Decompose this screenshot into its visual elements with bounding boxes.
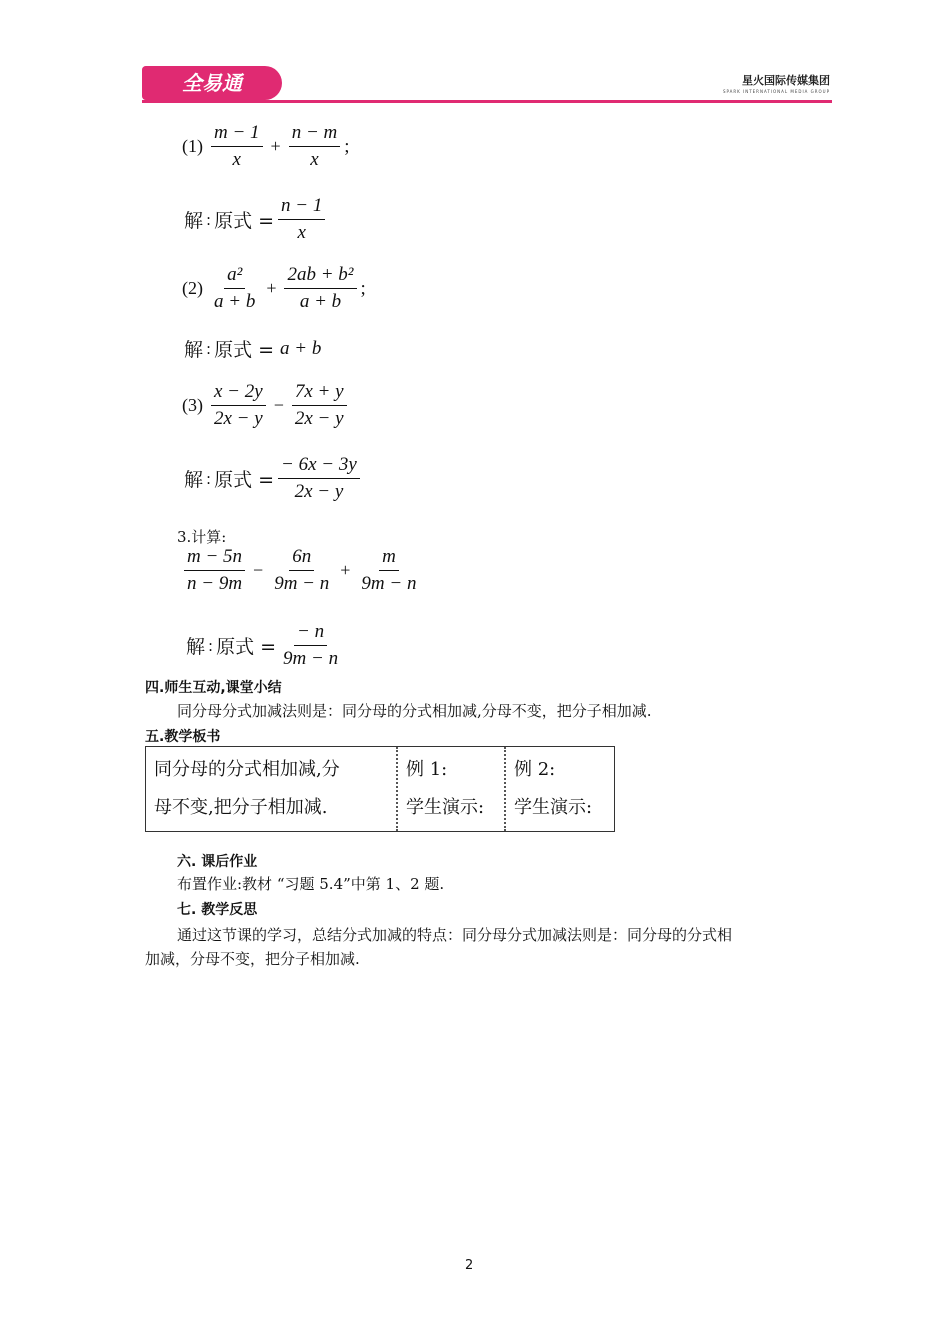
operator: −	[273, 395, 284, 415]
operator: +	[266, 278, 277, 298]
solution-prefix: 解	[184, 210, 204, 232]
denominator: n − 9m	[187, 573, 243, 594]
fraction	[284, 264, 356, 313]
board-table	[145, 746, 615, 832]
numerator: m	[379, 546, 399, 571]
problem-label: (1)	[182, 136, 203, 156]
solution-prefix: 解	[184, 339, 204, 361]
solution-2	[184, 335, 321, 362]
denominator: 9m − n	[361, 573, 417, 594]
denominator: 2x − y	[294, 481, 344, 502]
board-text: 例 1:	[406, 759, 448, 780]
brand-name-cn: 星火国际传媒集团	[742, 74, 830, 87]
calc-solution	[186, 621, 345, 670]
denominator: x	[310, 149, 319, 170]
section-7-heading: 七. 教学反思	[177, 902, 258, 918]
problem-1	[182, 122, 350, 171]
page-number: 2	[465, 1258, 474, 1273]
fraction	[289, 122, 341, 171]
board-cell-example-2	[506, 747, 614, 831]
fraction	[211, 381, 266, 430]
punctuation: ;	[344, 135, 350, 157]
board-text: 学生演示:	[514, 797, 593, 818]
fraction	[280, 621, 341, 670]
solution-colon: :	[208, 636, 214, 655]
numerator: 2ab + b²	[284, 264, 356, 289]
solution-result: a + b	[280, 337, 322, 359]
fraction	[278, 195, 325, 244]
calc-expression	[180, 546, 423, 595]
brand-name-en: SPARK INTERNATIONAL MEDIA GROUP	[722, 89, 830, 94]
denominator: x	[232, 149, 241, 170]
solution-prefix: 解	[184, 469, 204, 491]
solution-text: 原式 =	[214, 339, 275, 361]
numerator: a²	[224, 264, 245, 289]
section-4-heading: 四.师生互动,课堂小结	[145, 680, 282, 696]
solution-text: 原式 =	[214, 210, 275, 232]
calc-title: 3.计算:	[177, 528, 227, 546]
denominator: a + b	[299, 291, 342, 312]
section-5-heading: 五.教学板书	[145, 729, 221, 745]
solution-1	[184, 195, 329, 244]
denominator: a + b	[214, 291, 256, 312]
solution-text: 原式 =	[216, 636, 277, 658]
denominator: 9m − n	[274, 573, 330, 594]
section-7-line-1: 通过这节课的学习，总结分式加减的特点：同分母分式加减法则是：同分母的分式相	[177, 926, 733, 944]
solution-colon: :	[206, 469, 212, 488]
header-rule	[142, 100, 832, 103]
solution-colon: :	[206, 339, 212, 358]
brand	[700, 72, 830, 94]
problem-2	[182, 264, 366, 313]
fraction	[358, 546, 419, 595]
fraction	[278, 454, 360, 503]
solution-3	[184, 454, 364, 503]
denominator: 2x − y	[294, 408, 344, 429]
solution-text: 原式 =	[214, 469, 275, 491]
operator: +	[270, 136, 281, 156]
fraction	[211, 122, 263, 171]
numerator: n − m	[289, 122, 341, 147]
denominator: 9m − n	[283, 648, 339, 669]
numerator: 7x + y	[292, 381, 347, 406]
section-7-line-2: 加减，分母不变，把分子相加减.	[145, 950, 360, 968]
board-text: 学生演示:	[406, 797, 485, 818]
board-cell-rule	[146, 747, 396, 831]
punctuation: ;	[360, 277, 366, 299]
operator: −	[253, 560, 264, 580]
numerator: n − 1	[278, 195, 325, 220]
logo-badge: 全易通	[142, 66, 282, 100]
numerator: x − 2y	[211, 381, 266, 406]
board-text: 例 2:	[514, 759, 556, 780]
fraction	[271, 546, 332, 595]
fraction	[292, 381, 347, 430]
denominator: x	[297, 222, 306, 243]
numerator: − n	[294, 621, 327, 646]
problem-3	[182, 381, 351, 430]
fraction	[184, 546, 245, 595]
section-6-heading: 六. 课后作业	[177, 854, 258, 870]
board-text: 同分母的分式相加减,分	[154, 759, 340, 780]
section-6-text: 布置作业:教材 “习题 5.4”中第 1、2 题.	[177, 875, 445, 893]
numerator: m − 1	[211, 122, 263, 147]
numerator: − 6x − 3y	[278, 454, 360, 479]
section-4-text: 同分母分式加减法则是：同分母的分式相加减,分母不变，把分子相加减.	[177, 702, 652, 720]
board-cell-example-1	[398, 747, 504, 831]
numerator: 6n	[289, 546, 314, 571]
fraction	[211, 264, 258, 313]
board-text: 母不变,把分子相加减.	[154, 797, 328, 818]
solution-prefix: 解	[186, 636, 206, 658]
denominator: 2x − y	[214, 408, 263, 429]
problem-label: (2)	[182, 278, 203, 298]
operator: +	[340, 560, 351, 580]
solution-colon: :	[206, 210, 212, 229]
problem-label: (3)	[182, 395, 203, 415]
numerator: m − 5n	[184, 546, 245, 571]
